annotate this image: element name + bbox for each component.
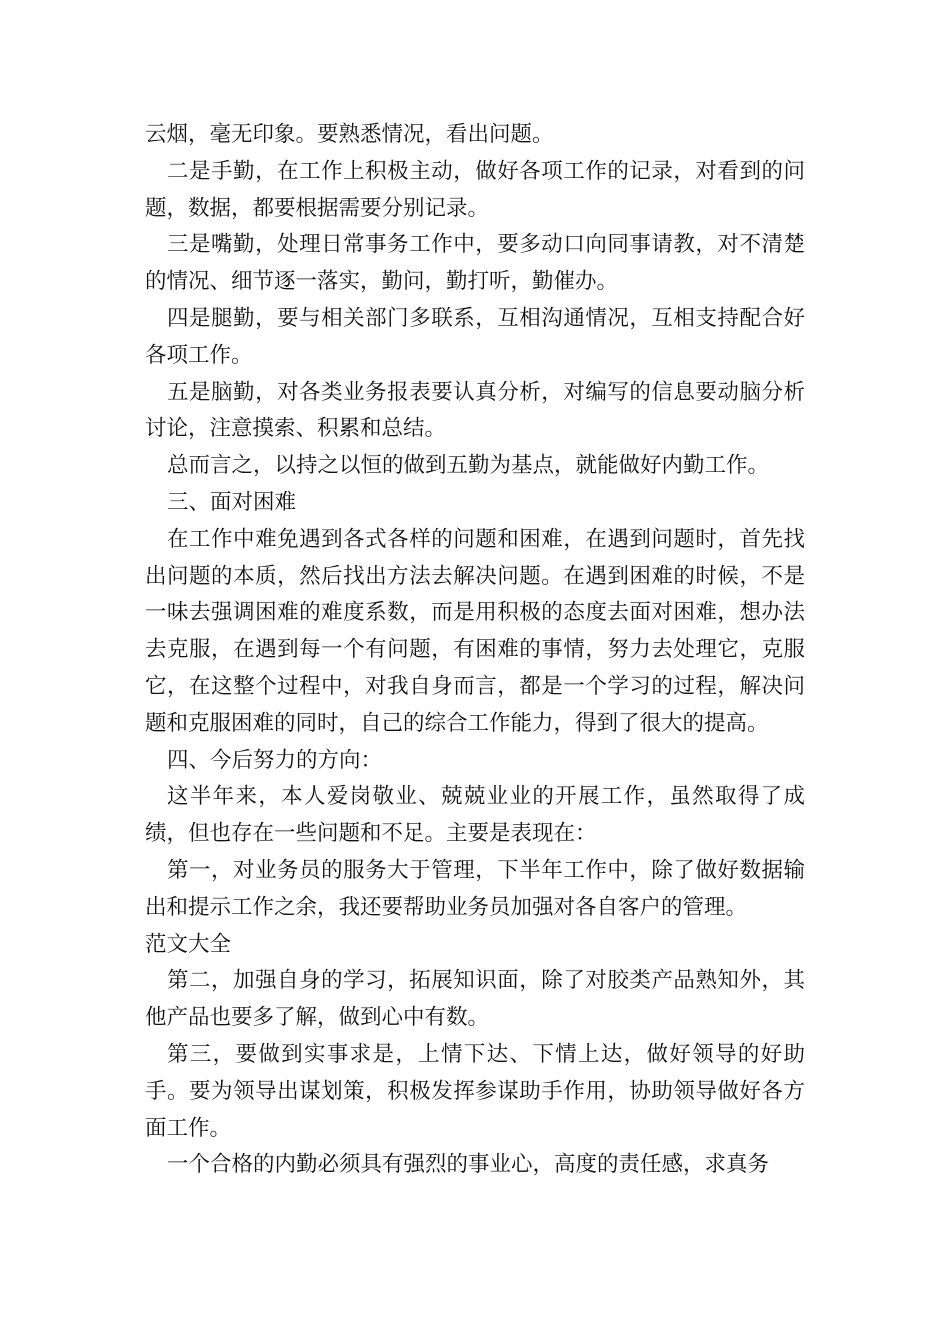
section-heading: 三、面对困难: [167, 489, 297, 515]
paragraph: 第一，对业务员的服务大于管理，下半年工作中，除了做好数据输出和提示工作之余，我还要帮助业务员加强对各自客户的管理。: [145, 857, 805, 920]
paragraph: 三是嘴勤，处理日常事务工作中，要多动口向同事请教，对不清楚的情况、细节逐一落实，勤问，勤打听，勤催办。: [145, 232, 805, 295]
document-page: [145, 117, 805, 1184]
paragraph: 二是手勤，在工作上积极主动，做好各项工作的记录，对看到的问题，数据，都要根据需要分别记录。: [145, 158, 805, 221]
paragraph: 四是腿勤，要与相关部门多联系，互相沟通情况，互相支持配合好各项工作。: [145, 305, 805, 368]
paragraph: 一个合格的内勤必须具有强烈的事业心，高度的责任感，求真务: [167, 1152, 770, 1178]
paragraph: 总而言之，以持之以恒的做到五勤为基点，就能做好内勤工作。: [167, 453, 770, 479]
paragraph: 这半年来，本人爱岗敬业、兢兢业业的开展工作，虽然取得了成绩，但也存在一些问题和不足。主要是表现在：: [145, 784, 805, 847]
paragraph: 在工作中难免遇到各式各样的问题和困难，在遇到问题时，首先找出问题的本质，然后找出方法去解决问题。在遇到困难的时候，不是一味去强调困难的难度系数，而是用积极的态度去面对困难，想办法去克服，在遇到每一个有问题，有困难的事情，努力去处理它，克服它，在这整个过程中，对我自身而言，都是一个学习的过程，解决问题和克服困难的同时，自己的综合工作能力，得到了很大的提高。: [145, 526, 805, 736]
paragraph: 第三，要做到实事求是，上情下达、下情上达，做好领导的好助手。要为领导出谋划策，积极发挥参谋助手作用，协助领导做好各方面工作。: [145, 1041, 805, 1141]
paragraph: 云烟，毫无印象。要熟悉情况，看出问题。: [145, 122, 554, 147]
paragraph: 五是脑勤，对各类业务报表要认真分析，对编写的信息要动脑分析讨论，注意摸索、积累和总结。: [145, 379, 805, 442]
paragraph: 范文大全: [145, 931, 232, 957]
paragraph: 第二，加强自身的学习，拓展知识面，除了对胶类产品熟知外，其他产品也要多了解，做到心中有数。: [145, 968, 805, 1031]
section-heading: 四、今后努力的方向：: [167, 747, 383, 773]
